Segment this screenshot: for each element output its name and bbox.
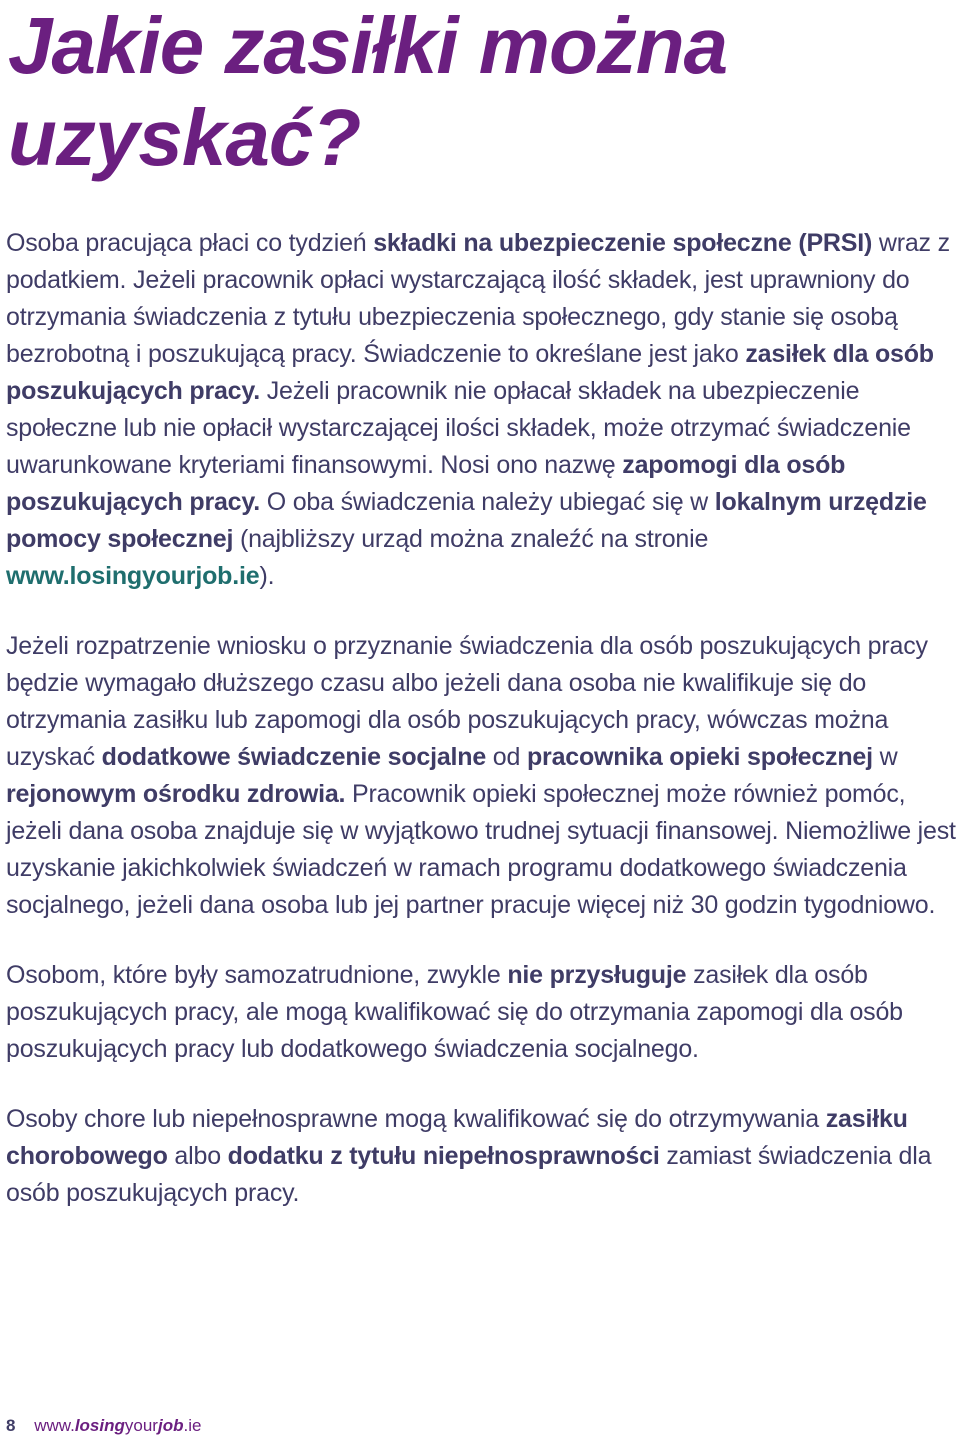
body-text: albo — [167, 1142, 228, 1170]
bold-text: dodatku z tytułu niepełnosprawności — [227, 1142, 660, 1170]
body-text: Osoby chore lub niepełnosprawne mogą kwalifikować się do otrzymywania — [6, 1105, 826, 1133]
body-text: O oba świadczenia należy ubiegać się w — [259, 488, 715, 516]
body-text: Jeżeli pracownik nie opłacał składek na ubezpieczenie społeczne lub nie opłacił wystarczającej ilości składek, może otrzymać świadczenie uwarunkowane kryteriami finansowymi. Nosi ono nazwę — [6, 377, 911, 479]
footer-url-suffix: .ie — [183, 1416, 202, 1435]
bold-text: lokalnym urzędzie pomocy społecznej — [6, 488, 927, 553]
bold-text: rejonowym ośrodku zdrowia. — [6, 780, 346, 808]
body-text: Jeżeli rozpatrzenie wniosku o przyznanie świadczenia dla osób poszukujących pracy będzie wymagało dłuższego czasu albo jeżeli dana osoba nie kwalifikuje się do otrzymania zasiłku lub zapomogi dla osób poszukujących pracy, wówczas można uzyskać — [6, 632, 928, 771]
body-text: ). — [259, 562, 275, 590]
body-text: wraz z podatkiem. Jeżeli pracownik opłaci wystarczającą ilość składek, jest uprawniony do otrzymania świadczenia z tytułu ubezpieczenia społecznego, gdy stanie się osobą bezrobotną i poszukującą pracy. Świadczenie to określane jest jako — [6, 229, 950, 368]
footer-url-part1: losing — [74, 1416, 125, 1435]
bold-text: zasiłku chorobowego — [6, 1105, 908, 1170]
footer-url[interactable] — [34, 1416, 201, 1435]
website-link[interactable]: www.losingyourjob.ie — [6, 562, 260, 590]
body-text: Pracownik opieki społecznej może również pomóc, jeżeli dana osoba znajduje się w wyjątkowo trudnej sytuacji finansowej. Niemożliwe jest uzyskanie jakichkolwiek świadczeń w ramach programu dodatkowego świadczenia socjalnego, jeżeli dana osoba lub jej partner pracuje więcej niż 30 godzin tygodniowo. — [6, 780, 956, 919]
body-text: zasiłek dla osób poszukujących pracy, ale mogą kwalifikować się do otrzymania zapomogi dla osób poszukujących pracy lub dodatkowego świadczenia socjalnego. — [6, 961, 903, 1063]
page-title: Jakie zasiłki można uzyskać? — [8, 1, 728, 182]
footer-url-part3: job — [157, 1416, 184, 1435]
footer-url-part2: your — [124, 1416, 158, 1435]
body-text: od — [486, 743, 527, 771]
bold-text: dodatkowe świadczenie socjalne — [101, 743, 487, 771]
paragraph — [6, 1101, 958, 1212]
body-text: zamiast świadczenia dla osób poszukujących pracy. — [6, 1142, 932, 1207]
body-text: Osobom, które były samozatrudnione, zwykle — [6, 961, 508, 989]
article-body — [6, 225, 958, 1245]
bold-text: pracownika opieki społecznej — [526, 743, 873, 771]
page-footer — [6, 1414, 201, 1438]
bold-text: zasiłek dla osób poszukujących pracy. — [6, 340, 934, 405]
bold-text: nie przysługuje — [507, 961, 687, 989]
paragraph — [6, 628, 958, 924]
footer-url-prefix: www. — [34, 1416, 75, 1435]
body-text: Osoba pracująca płaci co tydzień — [6, 229, 374, 257]
body-text: (najbliższy urząd można znaleźć na stronie — [233, 525, 709, 553]
bold-text: zapomogi dla osób poszukujących pracy. — [6, 451, 846, 516]
paragraph — [6, 225, 958, 595]
page-number: 8 — [6, 1416, 16, 1435]
paragraph — [6, 957, 958, 1068]
body-text: w — [872, 743, 898, 771]
bold-text: składki na ubezpieczenie społeczne (PRSI) — [373, 229, 873, 257]
